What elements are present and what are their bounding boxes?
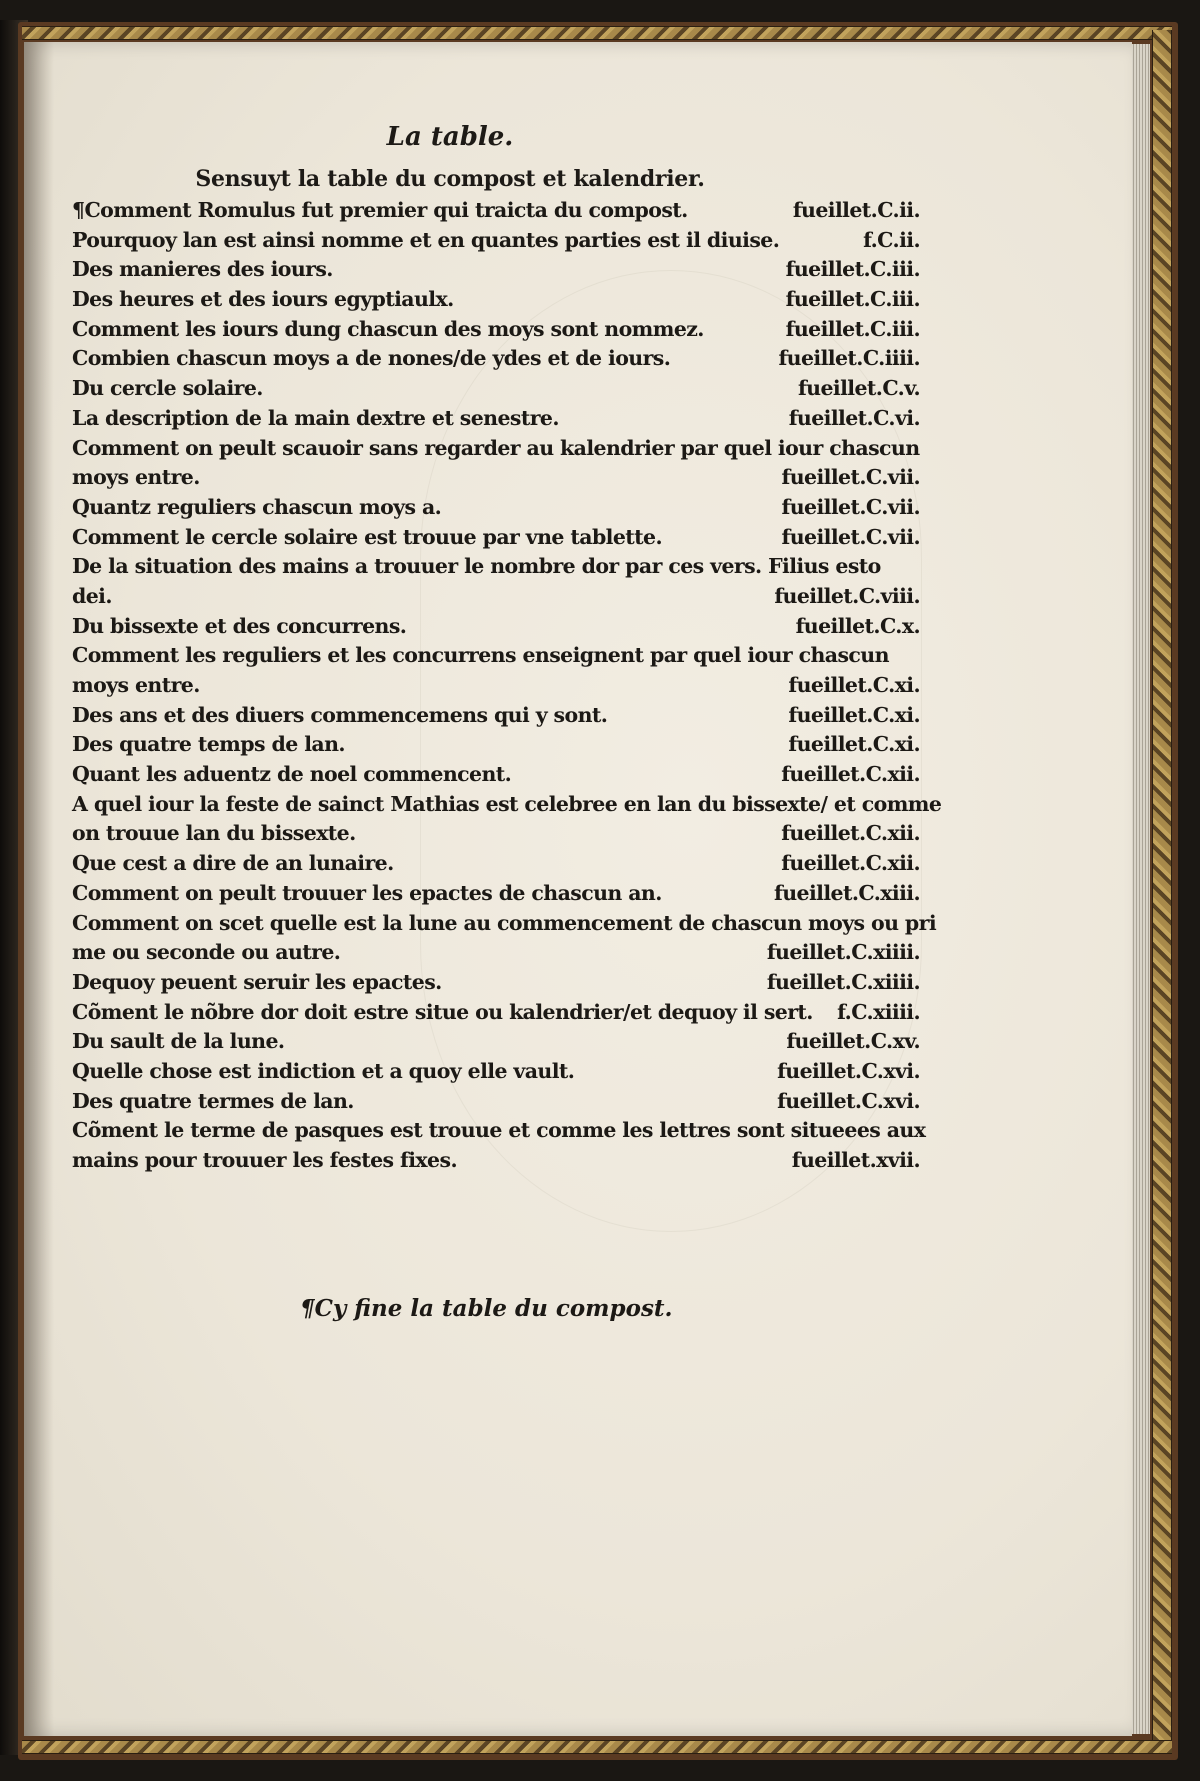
toc-entry-folio: fueillet.C.xvi. [777, 1058, 920, 1083]
toc-entry-folio: fueillet.C.iiii. [778, 346, 920, 371]
toc-entry [72, 434, 920, 464]
toc-entry [72, 196, 920, 226]
toc-entry-folio: fueillet.C.xi. [788, 673, 920, 697]
toc-entry [72, 612, 920, 642]
toc-entry [72, 552, 920, 582]
toc-entry [72, 671, 920, 701]
toc-entry [72, 1116, 926, 1146]
toc-entry-text: Des quatre temps de lan. [72, 732, 345, 757]
toc-entry-folio: fueillet.C.v. [797, 376, 920, 401]
table-of-contents [72, 196, 942, 1176]
toc-entry [72, 315, 920, 345]
toc-entry-text: Cõment le terme de pasques est trouue et comme les lettres sont situeees aux [72, 1118, 926, 1143]
toc-entry-text: Dequoy peuent seruir les epactes. [72, 969, 442, 994]
toc-entry-text: moys entre. [72, 673, 200, 697]
toc-entry [72, 374, 920, 404]
colophon-line: ¶Cy fine la table du compost. [300, 1295, 673, 1322]
toc-entry-text: Cõment le nõbre dor doit estre situe ou kalendrier/et dequoy il sert. [72, 999, 813, 1024]
gilt-border-top [22, 26, 1172, 40]
toc-entry [72, 909, 937, 939]
toc-entry-folio: fueillet.C.iii. [785, 257, 920, 282]
toc-entry-folio: f.C.xiiii. [837, 999, 920, 1024]
gilt-border-bottom [22, 1740, 1172, 1754]
toc-entry-text: Du bissexte et des concurrens. [72, 613, 407, 638]
toc-entry-folio: fueillet.C.vi. [788, 405, 920, 430]
toc-entry [72, 730, 920, 760]
toc-entry-text: mains pour trouuer les festes fixes. [72, 1148, 457, 1172]
toc-entry-text: dei. [72, 583, 112, 608]
toc-entry-folio: fueillet.C.xii. [781, 851, 920, 876]
toc-entry-text: Quant les aduentz de noel commencent. [72, 762, 512, 787]
toc-entry-text: ¶Comment Romulus fut premier qui traicta du compost. [72, 198, 688, 222]
toc-entry-folio: fueillet.C.xi. [788, 702, 920, 727]
toc-entry [72, 523, 920, 553]
toc-entry [72, 849, 920, 879]
toc-entry-text: Comment les reguliers et les concurrens enseignent par quel iour chascun [72, 643, 889, 668]
toc-entry-text: A quel iour la feste de sainct Mathias est celebree en lan du bissexte/ et comme [72, 791, 942, 816]
toc-entry-text: La description de la main dextre et senestre. [72, 405, 559, 430]
toc-entry [72, 879, 920, 909]
toc-entry-text: Quelle chose est indiction et a quoy elle vault. [72, 1058, 575, 1083]
toc-entry-folio: fueillet.C.xiiii. [766, 940, 920, 965]
toc-entry-text: Des heures et des iours egyptiaulx. [72, 287, 454, 312]
toc-entry [72, 998, 920, 1028]
toc-entry-text: Pourquoy lan est ainsi nomme et en quantes parties est il diuise. [72, 227, 780, 252]
toc-entry-text: Des ans et des diuers commencemens qui y sont. [72, 702, 608, 727]
toc-entry [72, 701, 920, 731]
toc-entry-folio: f.C.ii. [863, 227, 920, 252]
toc-entry [72, 1146, 920, 1176]
toc-entry-folio: fueillet.C.xii. [781, 821, 920, 846]
toc-entry [72, 1087, 920, 1117]
running-head: La table. [386, 122, 514, 152]
gilt-border-right [1152, 30, 1172, 1748]
toc-entry [72, 938, 920, 968]
toc-entry-text: Du cercle solaire. [72, 376, 263, 401]
toc-entry [72, 1057, 920, 1087]
toc-entry-text: me ou seconde ou autre. [72, 940, 341, 965]
toc-entry-folio: fueillet.C.iii. [785, 316, 920, 341]
toc-entry-text: Que cest a dire de an lunaire. [72, 851, 394, 876]
toc-entry-text: Comment on peult scauoir sans regarder au kalendrier par quel iour chascun [72, 435, 920, 460]
toc-entry-text: Des quatre termes de lan. [72, 1088, 354, 1113]
toc-entry-folio: fueillet.C.xiiii. [766, 969, 920, 994]
toc-entry [72, 582, 920, 612]
toc-entry-folio: fueillet.C.xi. [788, 732, 920, 757]
toc-entry-text: Quantz reguliers chascun moys a. [72, 494, 442, 519]
toc-entry-folio: fueillet.C.xiii. [774, 880, 920, 905]
toc-entry-folio: fueillet.C.vii. [781, 494, 920, 519]
toc-entry-folio: fueillet.C.vii. [781, 524, 920, 549]
toc-entry-text: Comment on peult trouuer les epactes de chascun an. [72, 880, 662, 905]
toc-entry [72, 255, 920, 285]
toc-entry-folio: fueillet.C.x. [795, 613, 920, 638]
toc-entry-text: Combien chascun moys a de nones/de ydes et de iours. [72, 346, 671, 371]
toc-entry-text: on trouue lan du bissexte. [72, 821, 356, 846]
toc-entry-text: De la situation des mains a trouuer le nombre dor par ces vers. Filius esto [72, 554, 881, 579]
toc-entry [72, 968, 920, 998]
toc-entry [72, 1027, 920, 1057]
toc-entry-folio: fueillet.C.xv. [786, 1029, 920, 1054]
toc-entry-folio: fueillet.C.ii. [792, 198, 920, 222]
toc-entry [72, 404, 920, 434]
table-title: Sensuyt la table du compost et kalendrier. [195, 166, 705, 192]
toc-entry-text: Comment les iours dung chascun des moys sont nommez. [72, 316, 704, 341]
toc-entry [72, 641, 920, 671]
toc-entry-folio: fueillet.C.iii. [785, 287, 920, 312]
toc-entry-text: Comment le cercle solaire est trouue par vne tablette. [72, 524, 663, 549]
toc-entry-folio: fueillet.C.xvi. [777, 1088, 920, 1113]
toc-entry-folio: fueillet.C.viii. [774, 583, 920, 608]
toc-entry [72, 463, 920, 493]
toc-entry [72, 344, 920, 374]
toc-entry [72, 760, 920, 790]
toc-entry [72, 790, 942, 820]
toc-entry [72, 226, 920, 256]
toc-entry [72, 285, 920, 315]
toc-entry-folio: fueillet.C.xii. [781, 762, 920, 787]
toc-entry [72, 819, 920, 849]
gutter-shadow [24, 42, 54, 1736]
toc-entry-text: Comment on scet quelle est la lune au commencement de chascun moys ou pri [72, 910, 937, 935]
toc-entry-folio: fueillet.C.vii. [781, 465, 920, 490]
toc-entry-text: Des manieres des iours. [72, 257, 333, 282]
toc-entry-text: Du sault de la lune. [72, 1029, 285, 1054]
toc-entry [72, 493, 920, 523]
toc-entry-text: moys entre. [72, 465, 200, 490]
toc-entry-folio: fueillet.xvii. [791, 1148, 920, 1172]
